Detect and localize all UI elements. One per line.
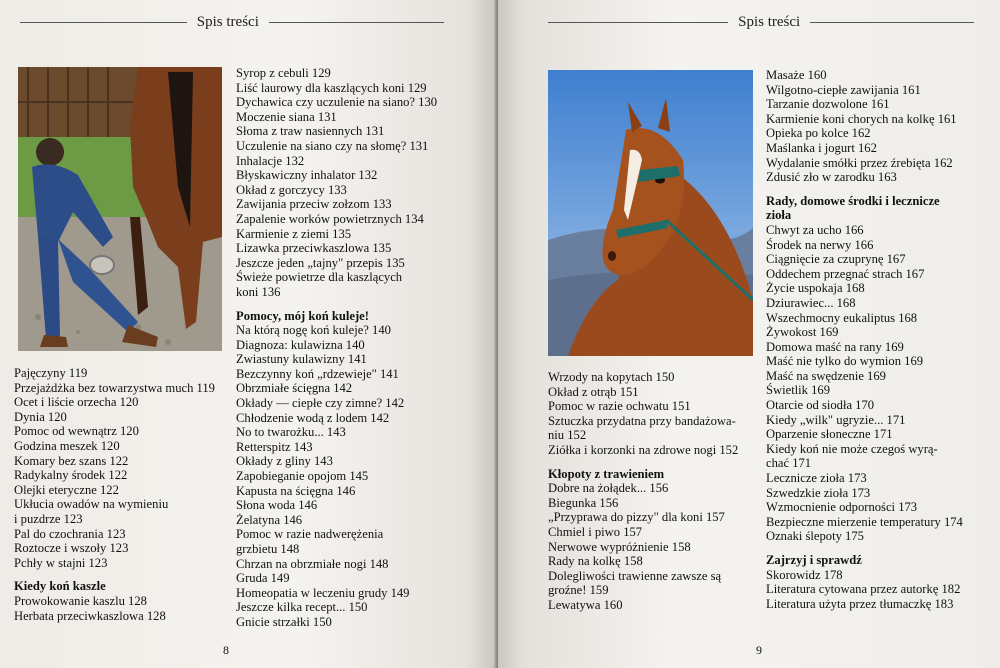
page-number-left: 8: [223, 643, 229, 657]
toc-entry: Jeszcze kilka recept... 150: [236, 600, 368, 615]
toc-entry: Dynia 120: [14, 409, 67, 424]
header-rule-right: [269, 22, 444, 23]
left-page: [0, 0, 496, 668]
toc-entry: Ocet i liście orzecha 120: [14, 395, 139, 410]
toc-entry: Rady na kolkę 158: [548, 554, 643, 569]
toc-entry: Skorowidz 178: [766, 567, 843, 582]
toc-entry: Kapusta na ścięgna 146: [236, 483, 356, 498]
toc-entry: Biegunka 156: [548, 495, 619, 510]
toc-entry: Okład z otrąb 151: [548, 384, 639, 399]
toc-entry: Świeże powietrze dla kaszlących: [236, 270, 403, 285]
toc-entry: Środek na nerwy 166: [766, 237, 874, 252]
right-col-2: [766, 68, 963, 611]
toc-entry: Uczulenie na siano czy na słomę? 131: [236, 138, 429, 153]
farrier-photo: [18, 67, 222, 351]
toc-entry: Przejażdżka bez towarzystwa much 119: [14, 380, 215, 395]
toc-entry: Pomoc w razie ochwatu 151: [548, 399, 691, 414]
toc-entry: Chłodzenie wodą z lodem 142: [236, 410, 390, 425]
toc-entry: Dziurawiec... 168: [766, 295, 856, 310]
toc-entry: Życie uspokaja 168: [766, 281, 865, 296]
toc-entry: Zdusić zło w zarodku 163: [766, 170, 897, 185]
toc-entry: Gnicie strzałki 150: [236, 614, 332, 629]
toc-entry: Szwedzkie zioła 173: [766, 485, 871, 500]
right-col-1: [548, 370, 738, 613]
toc-entry: Retterspitz 143: [236, 439, 313, 454]
toc-entry: Obrzmiałe ścięgna 142: [236, 381, 353, 396]
header-rule-left: [548, 22, 728, 23]
toc-entry: Chwyt za ucho 166: [766, 222, 864, 237]
toc-entry: Roztocze i wszoły 123: [14, 541, 129, 556]
toc-entry: Maść nie tylko do wymion 169: [766, 354, 924, 369]
toc-entry: koni 136: [236, 284, 281, 299]
toc-entry: Literatura użyta przez tłumaczkę 183: [766, 596, 954, 611]
toc-entry: Oparzenie słoneczne 171: [766, 427, 893, 442]
section-heading: Kiedy koń kaszle: [14, 579, 106, 594]
toc-entry: niu 152: [548, 428, 587, 443]
toc-entry: Lizawka przeciwkaszlowa 135: [236, 241, 392, 256]
toc-entry: Komary bez szans 122: [14, 453, 129, 468]
toc-entry: Lewatywa 160: [548, 597, 623, 612]
toc-entry: Pajęczyny 119: [14, 366, 88, 380]
toc-entry: Pomoc od wewnątrz 120: [14, 424, 139, 439]
left-header: [20, 14, 444, 31]
toc-entry: Oddechem przegnać strach 167: [766, 266, 925, 281]
toc-entry: Okłady — ciepłe czy zimne? 142: [236, 396, 405, 411]
toc-entry: Jeszcze jeden „tajny" przepis 135: [236, 255, 405, 270]
toc-entry: Okłady z gliny 143: [236, 454, 333, 469]
toc-entry: Inhalacje 132: [236, 153, 305, 168]
toc-entry: Syrop z cebuli 129: [236, 66, 331, 80]
toc-entry: grzbietu 148: [236, 542, 300, 556]
section-heading: Zajrzyj i sprawdź: [766, 553, 862, 567]
toc-entry: Zapalenie worków powietrznych 134: [236, 211, 424, 226]
toc-entry: Herbata przeciwkaszlowa 128: [14, 608, 166, 623]
toc-entry: Dolegliwości trawienne zawsze są: [548, 568, 722, 583]
right-page: [498, 0, 1000, 668]
toc-entry: Lecznicze zioła 173: [766, 471, 867, 486]
toc-entry: Słona woda 146: [236, 498, 318, 513]
toc-entry: Opieka po kolce 162: [766, 126, 871, 141]
toc-entry: Wrzody na kopytach 150: [548, 370, 675, 384]
toc-entry: Karmienie koni chorych na kolkę 161: [766, 111, 957, 126]
toc-entry: Karmienie z ziemi 135: [236, 226, 352, 241]
toc-entry: Wszechmocny eukaliptus 168: [766, 310, 918, 325]
toc-entry: Chmiel i piwo 157: [548, 524, 643, 539]
header-rule-right: [810, 22, 974, 23]
toc-entry: „Przyprawa do pizzy" dla koni 157: [548, 510, 725, 525]
page-number-right: 9: [756, 643, 762, 657]
toc-entry: Żywokost 169: [766, 325, 839, 340]
toc-entry: Okład z gorczycy 133: [236, 182, 347, 197]
toc-entry: Pal do czochrania 123: [14, 526, 126, 541]
toc-entry: Ciągnięcie za czuprynę 167: [766, 252, 906, 267]
toc-entry: Nerwowe wypróżnienie 158: [548, 539, 691, 554]
toc-entry: Zapobieganie opojom 145: [236, 469, 369, 484]
toc-entry: Kiedy koń nie może czegoś wyrą-: [766, 441, 938, 456]
toc-entry: Bezczynny koń „rdzewieje" 141: [236, 366, 399, 381]
toc-entry: i puzdrze 123: [14, 511, 83, 526]
toc-entry: Dychawica czy uczulenie na siano? 130: [236, 95, 438, 110]
toc-entry: No to twarożku... 143: [236, 425, 346, 440]
toc-entry: Bezpieczne mierzenie temperatury 174: [766, 514, 963, 529]
toc-entry: Masaże 160: [766, 68, 827, 82]
toc-entry: Ziółka i korzonki na zdrowe nogi 152: [548, 442, 739, 457]
toc-entry: Słoma z traw nasiennych 131: [236, 124, 385, 139]
toc-entry: Pomoc w razie nadwerężenia: [236, 527, 384, 542]
toc-entry: chać 171: [766, 456, 812, 471]
toc-entry: groźne! 159: [548, 583, 609, 598]
toc-entry: Olejki eteryczne 122: [14, 482, 119, 497]
left-col-1: [14, 366, 215, 623]
horse-photo: [548, 70, 753, 356]
section-heading: Pomocy, mój koń kuleje!: [236, 308, 369, 323]
toc-entry: Wilgotno-ciepłe zawijania 161: [766, 82, 921, 97]
toc-entry: Chrzan na obrzmiałe nogi 148: [236, 556, 389, 571]
toc-entry: Oznaki ślepoty 175: [766, 529, 864, 544]
header-rule-left: [20, 22, 187, 23]
toc-entry: Świetlik 169: [766, 383, 831, 398]
toc-entry: Prowokowanie kaszlu 128: [14, 593, 147, 608]
toc-entry: Sztuczka przydatna przy bandażowa-: [548, 413, 736, 428]
toc-entry: Na którą nogę koń kuleje? 140: [236, 323, 391, 338]
section-heading-cont: zioła: [766, 208, 792, 223]
toc-entry: Domowa maść na rany 169: [766, 339, 904, 354]
toc-entry: Moczenie siana 131: [236, 109, 337, 124]
section-heading: Rady, domowe środki i lecznicze: [766, 193, 940, 208]
right-header: [548, 14, 974, 31]
toc-entry: Diagnoza: kulawizna 140: [236, 337, 365, 352]
toc-entry: Gruda 149: [236, 571, 290, 586]
toc-entry: Liść laurowy dla kaszlących koni 129: [236, 80, 427, 95]
toc-entry: Maść na swędzenie 169: [766, 368, 886, 383]
toc-entry: Zwiastuny kulawizny 141: [236, 352, 367, 367]
toc-entry: Tarzanie dozwolone 161: [766, 97, 890, 112]
toc-entry: Radykalny środek 122: [14, 468, 128, 483]
toc-entry: Godzina meszek 120: [14, 438, 120, 453]
toc-entry: Pchły w stajni 123: [14, 555, 108, 570]
toc-entry: Dobre na żołądek... 156: [548, 481, 669, 496]
toc-entry: Kiedy „wilk" ugryzie... 171: [766, 412, 906, 427]
toc-entry: Ukłucia owadów na wymieniu: [14, 497, 169, 512]
toc-entry: Wydalanie smółki przez źrebięta 162: [766, 155, 953, 170]
toc-entry: Maślanka i jogurt 162: [766, 140, 877, 155]
left-header-title: Spis treści: [196, 14, 259, 30]
toc-entry: Zawijania przeciw zołzom 133: [236, 197, 392, 212]
toc-entry: Homeopatia w leczeniu grudy 149: [236, 585, 410, 600]
toc-entry: Otarcie od siodła 170: [766, 398, 875, 413]
toc-entry: Żelatyna 146: [236, 512, 303, 527]
left-col-2: [236, 66, 437, 630]
toc-entry: Wzmocnienie odporności 173: [766, 500, 918, 515]
right-header-title: Spis treści: [738, 14, 801, 30]
toc-entry: Błyskawiczny inhalator 132: [236, 168, 378, 183]
section-heading: Kłopoty z trawieniem: [548, 466, 665, 481]
toc-entry: Literatura cytowana przez autorkę 182: [766, 582, 961, 597]
